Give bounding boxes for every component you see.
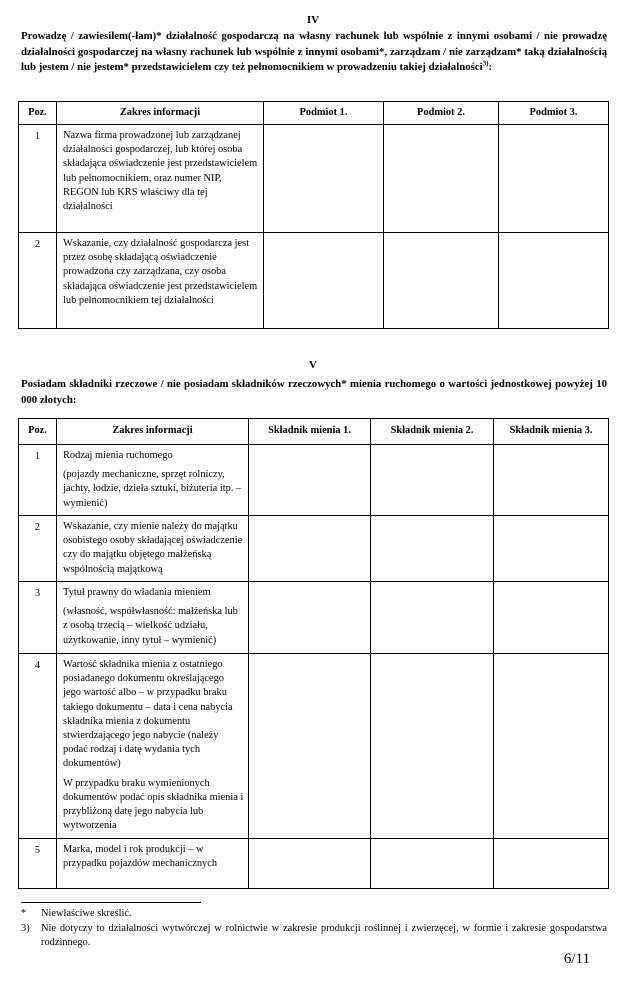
- podmiot-2-cell[interactable]: [384, 125, 499, 233]
- section-v-intro: Posiadam składniki rzeczowe / nie posiadam składników rzeczowych* mienia ruchomego o wartości jednostkowej powyżej 10 000 złotych:: [21, 378, 607, 406]
- row-info: Wskazanie, czy działalność gospodarcza jest przez osobę składającą oświadczenie prowadzona czy zarządzana, czy osoba składająca oświadczenie jest przedstawicielem lub pełnomocnikiem tej działalności: [57, 233, 264, 329]
- page-number: 6/11: [563, 951, 590, 967]
- skladnik-3-cell[interactable]: [494, 654, 609, 839]
- footnote-1: [21, 907, 607, 921]
- row-info: Nazwa firma prowadzonej lub zarządzanej działalności gospodarczej, lub której osoba składająca oświadczenie jest przedstawicielem lub pełnomocnikiem, oraz numer NIP, REGON lub KRS właściwy dla tej działalności: [57, 125, 264, 233]
- table-row: [19, 445, 609, 516]
- row-number: 2: [19, 516, 57, 582]
- podmiot-3-cell[interactable]: [499, 233, 609, 329]
- table-row: [19, 233, 609, 329]
- skladnik-1-cell[interactable]: [249, 445, 371, 516]
- footnote-mark: *: [21, 908, 27, 919]
- skladnik-1-cell[interactable]: [249, 654, 371, 839]
- row-number: 2: [19, 233, 57, 329]
- skladnik-3-cell[interactable]: [494, 516, 609, 582]
- row-info: [57, 445, 249, 516]
- row-number: 3: [19, 582, 57, 654]
- col-header-poz: Poz.: [19, 419, 57, 445]
- skladnik-1-cell[interactable]: [249, 582, 371, 654]
- skladnik-3-cell[interactable]: [494, 839, 609, 889]
- table-row: [19, 582, 609, 654]
- section-iv-intro-text: Prowadzę / zawiesiłem(-łam)* działalność gospodarczą na własny rachunek lub wspólnie z innymi osobami / nie prowadzę działalności gospodarczej na własny rachunek lub wspólnie z innymi osobami*, zarządzam / nie zarządzam* taką działalnością lub jestem / nie jestem* przedstawicielem czy też pełnomocnikiem w prowadzeniu takiej działalności: [21, 30, 607, 73]
- row-number: 1: [19, 445, 57, 516]
- table-header-row: [19, 102, 609, 125]
- row-info: [57, 582, 249, 654]
- row-info-note: (własność, współwłasność: małżeńska lub z osobą trzecią – wielkość udziału, użytkowanie, inny tytuł – wymienić): [63, 606, 238, 646]
- footnote-2: [21, 922, 607, 950]
- row-info: Marka, model i rok produkcji – w przypadku pojazdów mechanicznych: [57, 839, 249, 889]
- col-header-skladnik-2: Składnik mienia 2.: [371, 419, 494, 445]
- col-header-zakres: Zakres informacji: [57, 419, 249, 445]
- col-header-poz: Poz.: [19, 102, 57, 125]
- col-header-podmiot-3: Podmiot 3.: [499, 102, 609, 125]
- section-iv-intro: [21, 29, 607, 76]
- col-header-podmiot-1: Podmiot 1.: [264, 102, 384, 125]
- col-header-skladnik-1: Składnik mienia 1.: [249, 419, 371, 445]
- footnote-text: Nie dotyczy to działalności wytwórczej w rolnictwie w zakresie produkcji roślinnej i zwierzęcej, w formie i zakresie gospodarstwa rodzinnego.: [41, 923, 607, 948]
- row-info: [57, 654, 249, 839]
- col-header-podmiot-2: Podmiot 2.: [384, 102, 499, 125]
- skladnik-1-cell[interactable]: [249, 839, 371, 889]
- footnote-text: Niewłaściwe skreślić.: [41, 908, 132, 919]
- skladnik-2-cell[interactable]: [371, 445, 494, 516]
- section-v-title: V: [309, 359, 317, 371]
- row-info: Wskazanie, czy mienie należy do majątku osobistego osoby składającej oświadczenie czy do majątku objętego małżeńską wspólnością majątkową: [57, 516, 249, 582]
- table-header-row: [19, 419, 609, 445]
- table-row: [19, 654, 609, 839]
- row-info-main: Tytuł prawny do władania mieniem: [63, 587, 211, 598]
- footnote-separator: [21, 902, 201, 903]
- table-row: [19, 839, 609, 889]
- podmiot-3-cell[interactable]: [499, 125, 609, 233]
- skladnik-2-cell[interactable]: [371, 516, 494, 582]
- col-header-skladnik-3: Składnik mienia 3.: [494, 419, 609, 445]
- skladnik-3-cell[interactable]: [494, 445, 609, 516]
- section-v-table: [18, 418, 609, 889]
- table-row: [19, 125, 609, 233]
- row-info-main: Rodzaj mienia ruchomego: [63, 450, 173, 461]
- section-iv-intro-end: :: [488, 61, 493, 73]
- skladnik-2-cell[interactable]: [371, 839, 494, 889]
- skladnik-1-cell[interactable]: [249, 516, 371, 582]
- podmiot-1-cell[interactable]: [264, 125, 384, 233]
- row-number: 4: [19, 654, 57, 839]
- footnote-ref-3: 3): [482, 59, 489, 68]
- podmiot-1-cell[interactable]: [264, 233, 384, 329]
- skladnik-2-cell[interactable]: [371, 654, 494, 839]
- col-header-zakres: Zakres informacji: [57, 102, 264, 125]
- row-info-note: W przypadku braku wymienionych dokumentów podać opis składnika mienia i przybliżoną datę jego nabycia lub wytworzenia: [63, 777, 244, 832]
- skladnik-3-cell[interactable]: [494, 582, 609, 654]
- section-iv-table: [18, 101, 609, 329]
- skladnik-2-cell[interactable]: [371, 582, 494, 654]
- section-iv-title: IV: [306, 14, 320, 26]
- podmiot-2-cell[interactable]: [384, 233, 499, 329]
- row-info-note: (pojazdy mechaniczne, sprzęt rolniczy, jachty, łodzie, dzieła sztuki, biżuteria itp. – wymienić): [63, 469, 242, 509]
- row-number: 5: [19, 839, 57, 889]
- table-row: [19, 516, 609, 582]
- footnote-mark: 3): [21, 923, 30, 934]
- row-number: 1: [19, 125, 57, 233]
- row-info-main: Wartość składnika mienia z ostatniego posiadanego dokumentu określającego jego wartość albo – w przypadku braku takiego dokumentu – data i cena nabycia składnika mienia z dokumentu stwierdzającego jego nabycie (należy podać rodzaj i datę wydania tych dokumentów): [63, 659, 233, 770]
